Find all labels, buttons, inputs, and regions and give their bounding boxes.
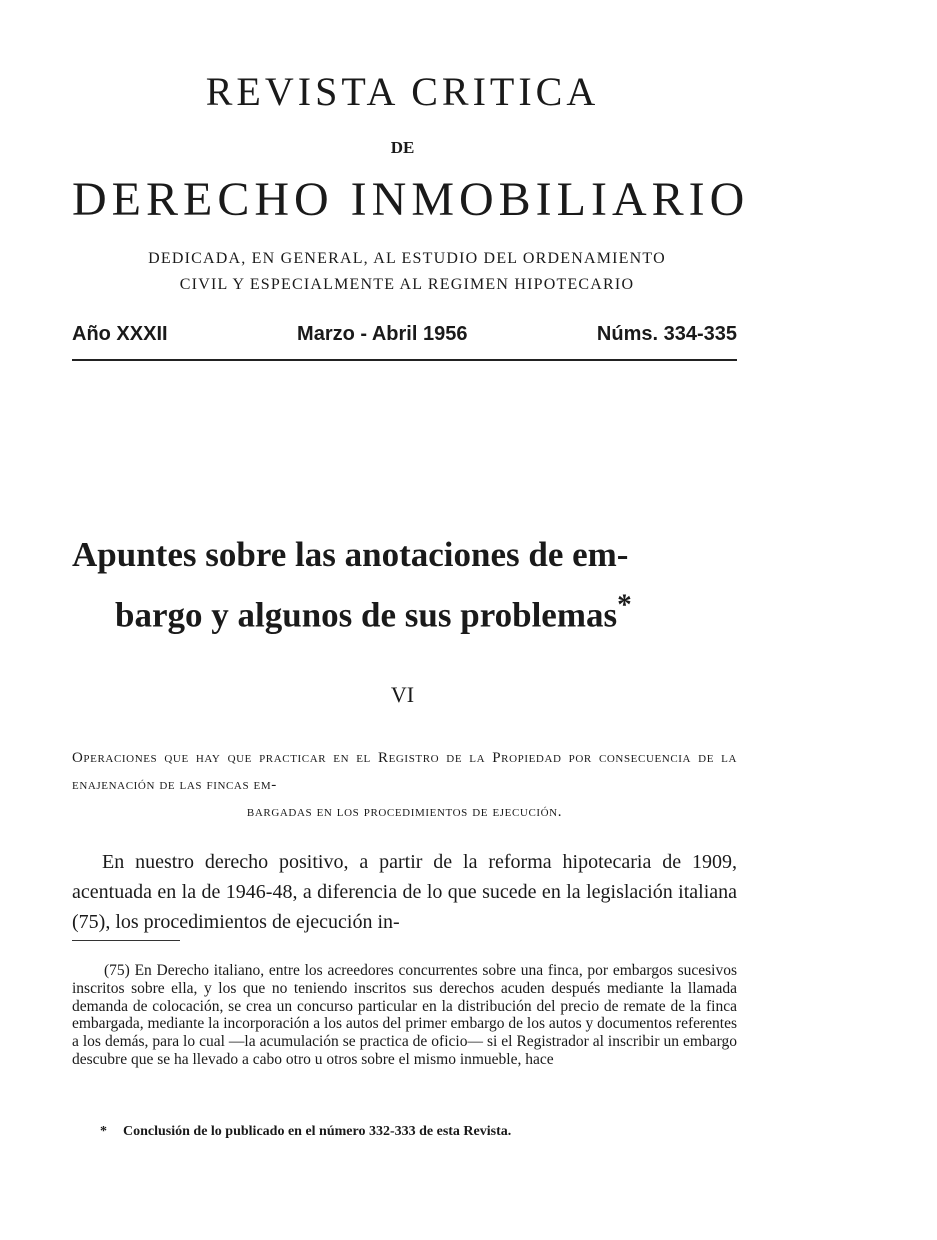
issue-numbers: Núms. 334-335 — [596, 323, 737, 345]
journal-title-connector: DE — [390, 138, 415, 157]
article-title-line2-wrap — [72, 580, 742, 641]
conclusion-text: Conclusión de lo publicado en el número 332-333 de esta Revista. — [123, 1124, 512, 1139]
journal-title: REVISTA CRITICA — [205, 69, 600, 114]
article-title-line1: Apuntes sobre las anotaciones de em- — [72, 535, 629, 574]
section-heading — [72, 745, 737, 826]
conclusion-mark: * — [100, 1124, 107, 1139]
footnote-divider — [72, 940, 180, 941]
conclusion-note — [72, 1124, 765, 1140]
footnote-75-text: (75) En Derecho italiano, entre los acreedores concurrentes sobre una finca, por embargos sucesivos inscritos sobre ella, y los que no teniendo inscritos sus derechos acuden después mediante la llamada demanda de colocación, se crea un concurso particular en la distribución del precio de remate de la finca embargada, mediante la incorporación a los autos del primer embargo de los autos y documentos referentes a los demás, para lo cual —la acumulación se practica de oficio— si el Registrador al inscribir un embargo descubre que se ha llevado a cabo otro u otros sobre el mismo inmueble, hace — [72, 962, 737, 1068]
footnote-75 — [72, 962, 737, 1069]
journal-dedication-line1: DEDICADA, EN GENERAL, AL ESTUDIO DEL ORDENAMIENTO — [148, 250, 666, 267]
article-title-footnote-mark: * — [617, 589, 632, 621]
journal-dedication-line2: CIVIL Y ESPECIALMENTE AL REGIMEN HIPOTECARIO — [179, 276, 635, 293]
section-number: VI — [390, 682, 415, 707]
section-heading-main: Operaciones que hay que practicar en el Registro de la Propiedad por consecuencia de la enajenación de las fincas em- — [72, 750, 737, 793]
article-title — [72, 530, 742, 641]
body-paragraph: En nuestro derecho positivo, a partir de la reforma hipotecaria de 1909, acentuada en la de 1946-48, a diferencia de lo que sucede en la legislación italiana (75), los procedimientos de ejecución in- — [72, 851, 737, 933]
issue-info-bar — [72, 323, 737, 361]
section-heading-last: bargadas en los procedimientos de ejecución. — [246, 804, 563, 820]
issue-year: Año XXXII — [72, 323, 168, 345]
body-text — [72, 847, 737, 937]
journal-subtitle: DERECHO INMOBILIARIO — [72, 173, 750, 226]
article-title-line2: bargo y algunos de sus problemas — [115, 595, 618, 635]
issue-date: Marzo - Abril 1956 — [297, 323, 468, 345]
